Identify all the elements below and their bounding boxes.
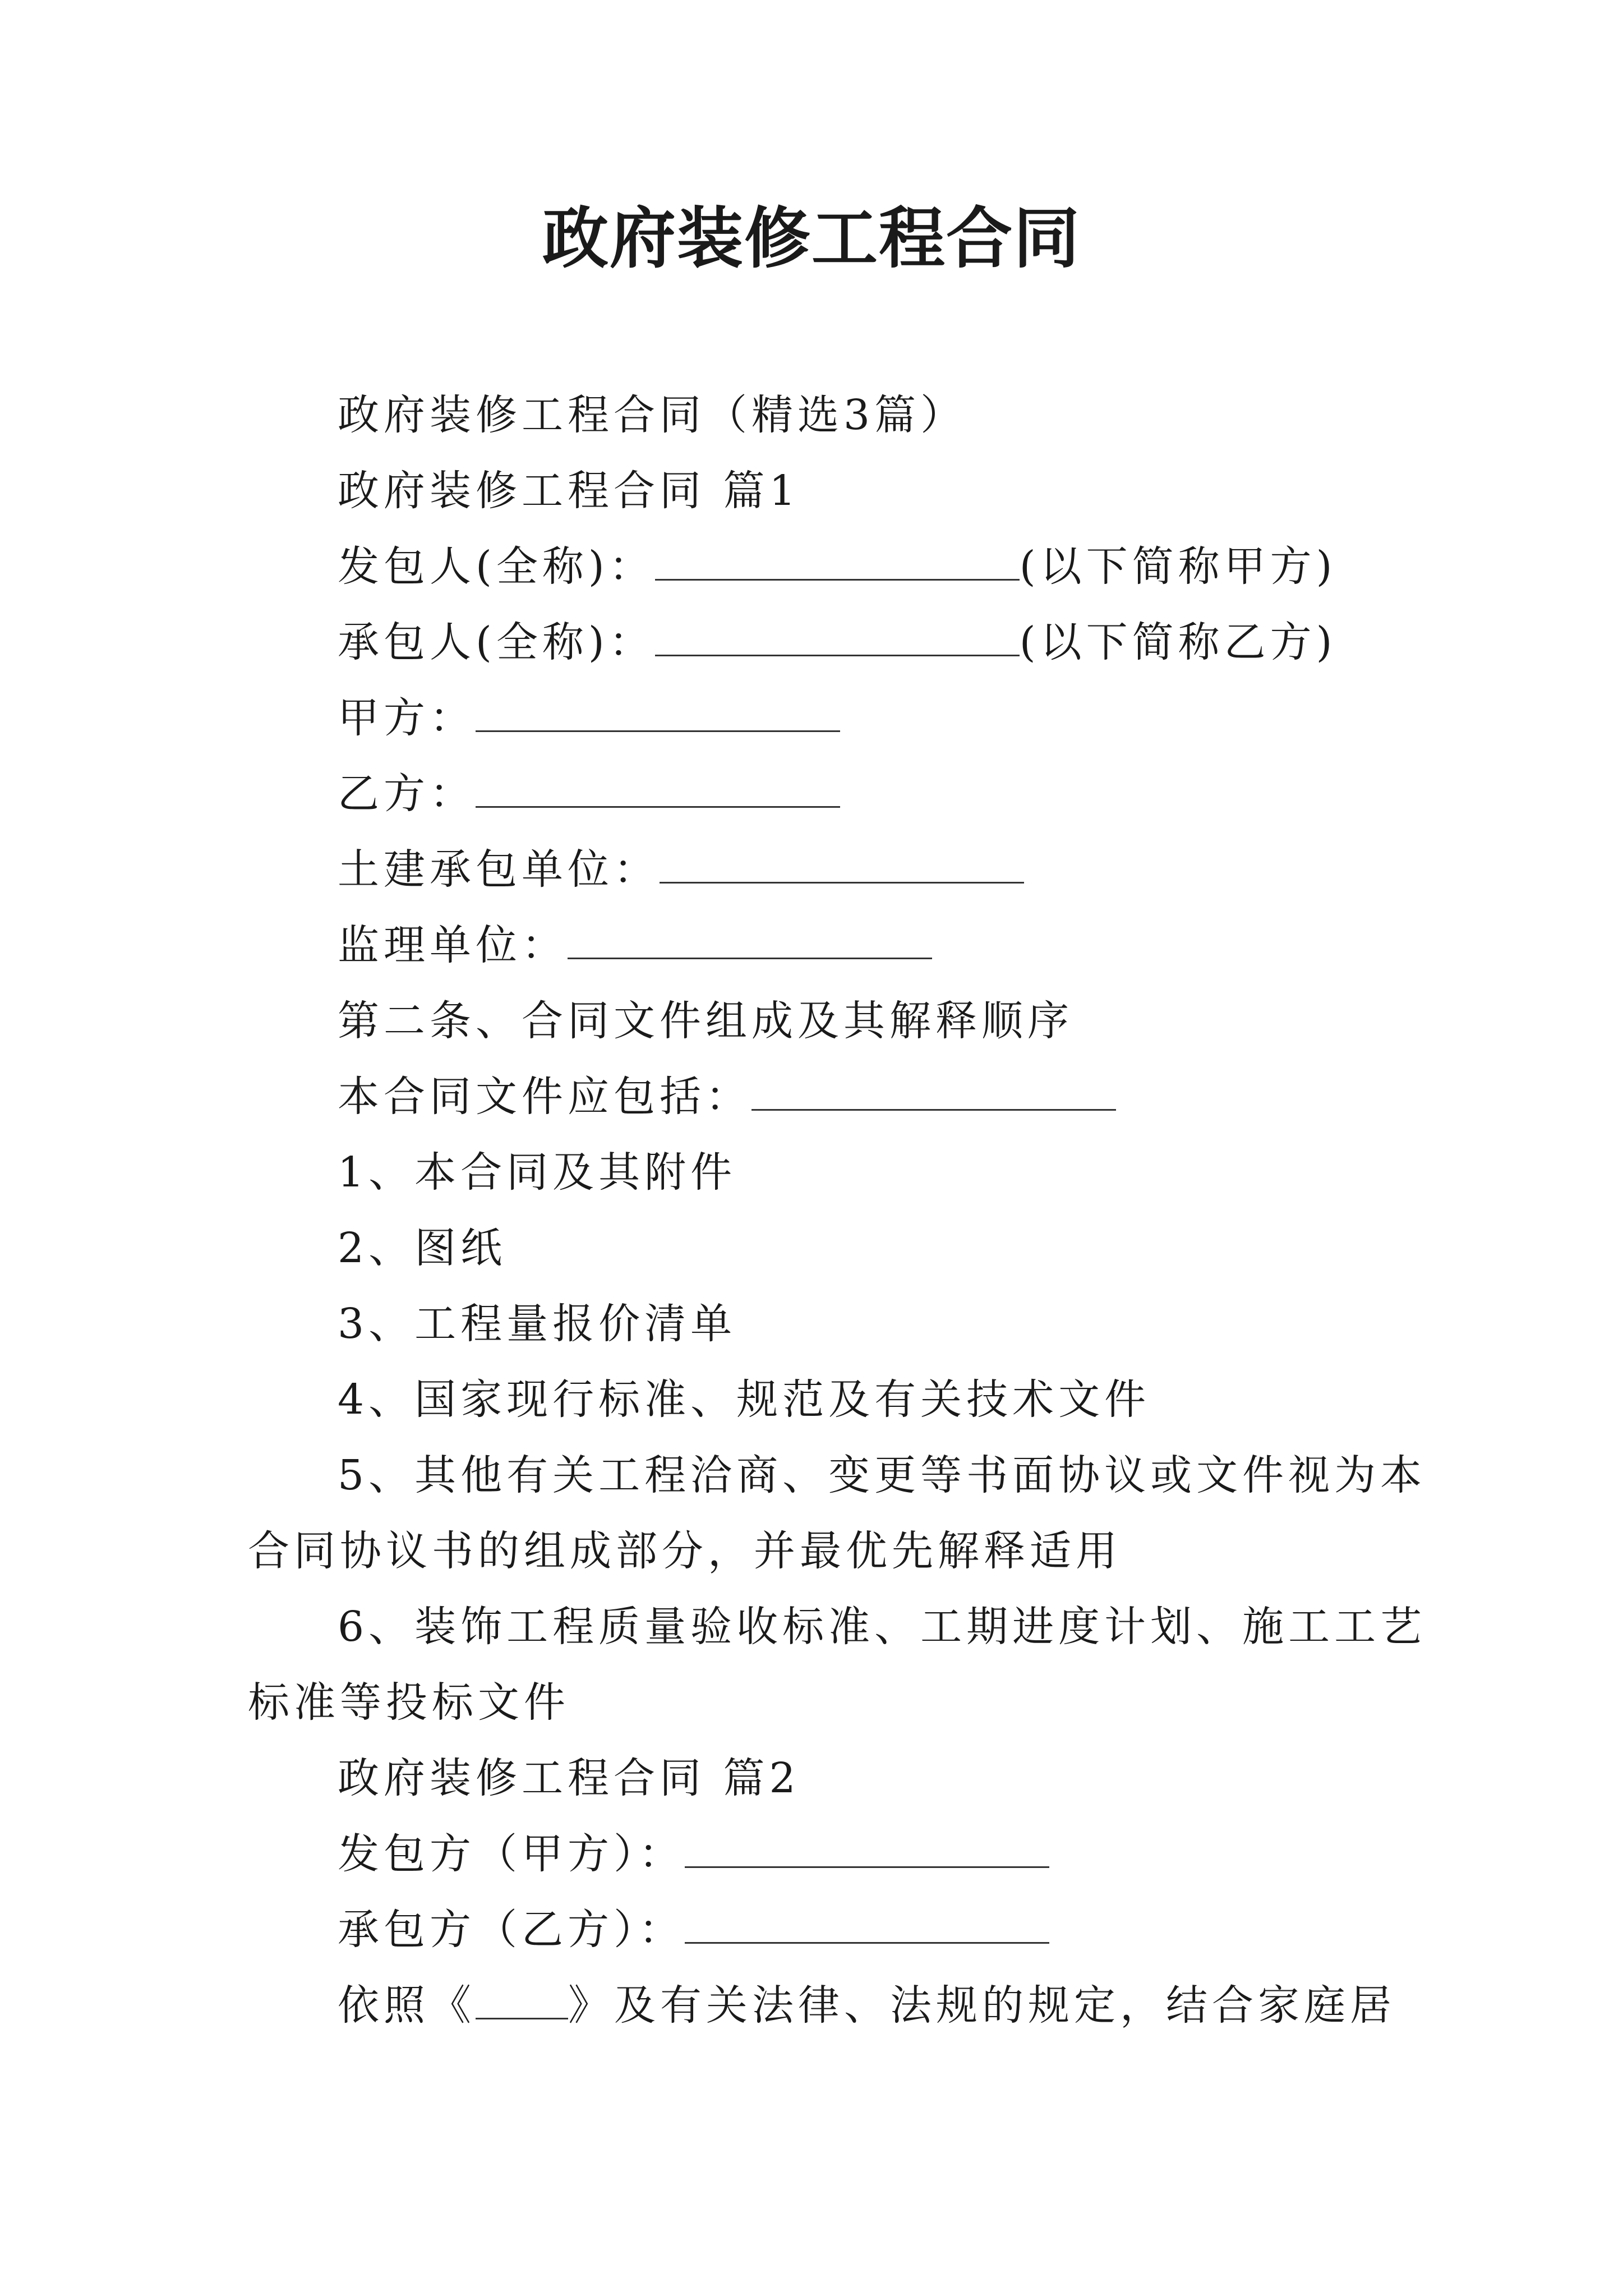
subtitle-line: 政府装修工程合同（精选3篇）	[338, 391, 967, 439]
supervisor-line	[338, 917, 932, 973]
supervisor-blank	[568, 918, 932, 959]
contract-docs-blank	[751, 1070, 1116, 1111]
employer-suffix: (以下简称甲方)	[1019, 542, 1337, 591]
contractor-b-line	[338, 1902, 1049, 1958]
employer-blank	[655, 540, 1020, 581]
basis-line	[338, 1977, 1396, 2033]
party-a-blank	[476, 691, 840, 732]
list-item-3: 3、工程量报价清单	[338, 1300, 737, 1348]
civil-contractor-label: 土建承包单位：	[338, 845, 660, 894]
employer-a-label: 发包方（甲方）：	[338, 1830, 685, 1878]
party-b-blank	[476, 767, 840, 808]
list-item-1: 1、本合同及其附件	[338, 1148, 737, 1197]
list-item-6-line-2: 标准等投标文件	[248, 1678, 570, 1727]
list-item-4: 4、国家现行标准、规范及有关技术文件	[338, 1375, 1151, 1424]
contract-docs-line	[338, 1069, 1116, 1125]
party-a-label: 甲方：	[338, 694, 476, 742]
employer-a-line	[338, 1826, 1049, 1882]
section-heading-1: 政府装修工程合同 篇1	[338, 467, 800, 515]
employer-a-blank	[685, 1827, 1049, 1868]
contractor-b-blank	[685, 1903, 1049, 1944]
supervisor-label: 监理单位：	[338, 921, 568, 969]
party-b-label: 乙方：	[338, 770, 476, 818]
document-title: 政府装修工程合同	[542, 199, 1081, 277]
list-item-2: 2、图纸	[338, 1224, 507, 1272]
employer-line	[338, 539, 1337, 595]
contractor-line	[338, 614, 1337, 670]
employer-label: 发包人(全称)：	[338, 542, 655, 591]
civil-contractor-line	[338, 841, 1024, 898]
section-heading-2: 政府装修工程合同 篇2	[338, 1754, 800, 1802]
civil-contractor-blank	[660, 843, 1024, 884]
basis-prefix: 依照《	[338, 1981, 476, 2030]
article-two-heading: 第二条、合同文件组成及其解释顺序	[338, 997, 1073, 1045]
basis-suffix: 》及有关法律、法规的规定，结合家庭居	[568, 1981, 1396, 2030]
contract-docs-label: 本合同文件应包括：	[338, 1073, 751, 1121]
list-item-5-line-1: 5、其他有关工程洽商、变更等书面协议或文件视为本	[338, 1451, 1427, 1499]
contractor-label: 承包人(全称)：	[338, 618, 655, 666]
list-item-5-line-2: 合同协议书的组成部分，并最优先解释适用	[248, 1527, 1122, 1575]
law-name-blank	[476, 1978, 568, 2019]
list-item-6-line-1: 6、装饰工程质量验收标准、工期进度计划、施工工艺	[338, 1603, 1427, 1651]
contractor-suffix: (以下简称乙方)	[1019, 618, 1337, 666]
party-b-line	[338, 766, 840, 822]
contractor-b-label: 承包方（乙方）：	[338, 1906, 685, 1954]
party-a-line	[338, 690, 840, 746]
contractor-blank	[655, 615, 1020, 656]
